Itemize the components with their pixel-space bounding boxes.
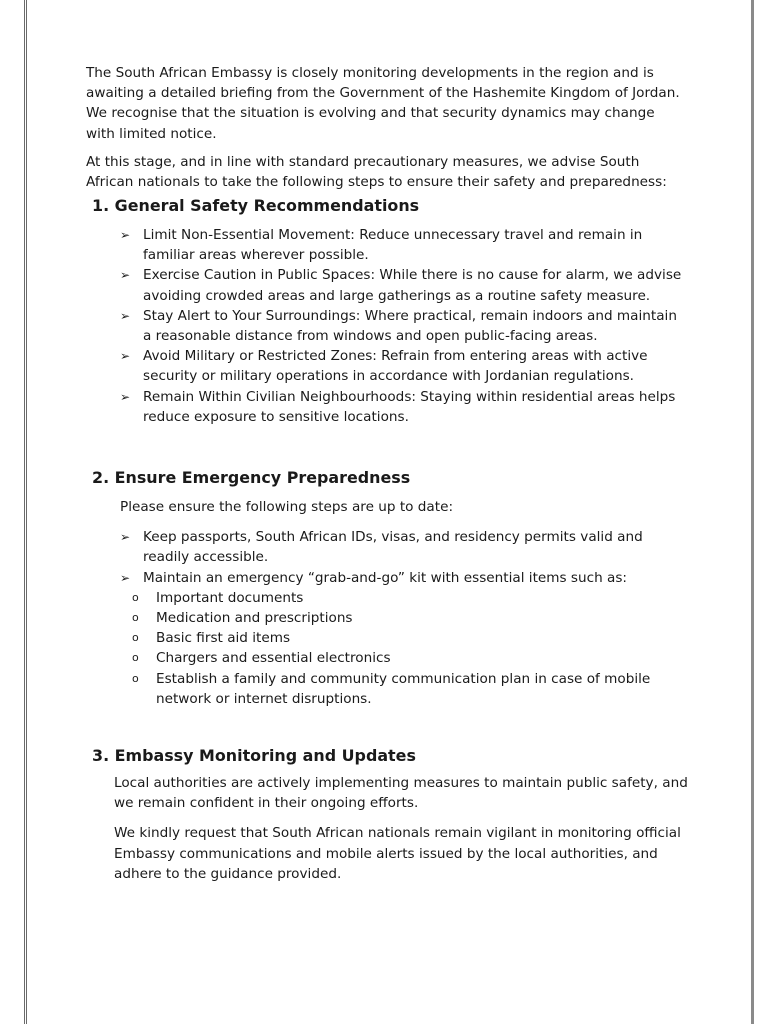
circle-bullet-icon: o: [132, 671, 139, 685]
section-2-heading: 2. Ensure Emergency Preparedness: [92, 468, 411, 487]
list-item: ➢ Exercise Caution in Public Spaces: While there is no cause for alarm, we advise avoiding crowded areas and large gatherings as a routine safety measure.: [120, 267, 682, 304]
list-item: o Medication and prescriptions: [86, 608, 686, 628]
list-item: o Chargers and essential electronics: [86, 648, 686, 668]
arrow-bullet-icon: ➢: [120, 530, 131, 545]
monitoring-paragraph-2: We kindly request that South African nationals remain vigilant in monitoring official Embassy communications and mobile alerts issued by the local authorities, and adhere to the guidance provided.: [114, 825, 681, 882]
monitoring-section: [114, 773, 694, 884]
arrow-bullet-icon: ➢: [120, 308, 131, 323]
arrow-bullet-icon: ➢: [120, 228, 131, 242]
circle-bullet-icon: o: [132, 590, 139, 604]
list-item: ➢ Remain Within Civilian Neighbourhoods: Staying within residential areas helps reduce exposure to sensitive locations.: [120, 388, 676, 425]
arrow-bullet-icon: ➢: [120, 268, 131, 283]
arrow-bullet-icon: ➢: [120, 570, 131, 585]
circle-bullet-icon: o: [132, 631, 139, 645]
intro-paragraph-1: The South African Embassy is closely monitoring developments in the region and is awaiting a detailed briefing from the Government of the Hashemite Kingdom of Jordan. We recognise that the situation is evolving and that security dynamics may change with limited notice.: [86, 65, 680, 142]
preparedness-intro: Please ensure the following steps are up to date:: [120, 499, 454, 515]
list-item: ➢ Keep passports, South African IDs, visas, and residency permits valid and readily accessible.: [120, 529, 643, 566]
kit-items-list: [86, 588, 686, 709]
circle-bullet-icon: o: [132, 611, 139, 625]
page-border-right: [751, 0, 754, 1024]
monitoring-paragraph-1: Local authorities are actively implementing measures to maintain public safety, and we remain confident in their ongoing efforts.: [114, 775, 688, 812]
arrow-bullet-icon: ➢: [120, 389, 131, 404]
page-border-left: [24, 0, 27, 1024]
list-item: ➢ Stay Alert to Your Surroundings: Where practical, remain indoors and maintain a reasonable distance from windows and open public-facing areas.: [120, 307, 677, 345]
arrow-bullet-icon: ➢: [120, 349, 131, 364]
safety-recommendations-list: [86, 225, 686, 427]
list-item: ➢ Avoid Military or Restricted Zones: Refrain from entering areas with active security or military operations in accordance with Jordanian regulations.: [120, 348, 648, 385]
list-item: o Basic first aid items: [86, 628, 686, 648]
section-3-heading: 3. Embassy Monitoring and Updates: [92, 746, 416, 765]
document-page: [86, 63, 688, 882]
preparedness-section: [86, 497, 686, 709]
preparedness-list: [86, 527, 686, 588]
intro-paragraph-2: At this stage, and in line with standard precautionary measures, we advise South African nationals to take the following steps to ensure their safety and preparedness:: [86, 153, 667, 191]
list-item: ➢ Limit Non-Essential Movement: Reduce unnecessary travel and remain in familiar areas wherever possible.: [120, 227, 643, 264]
section-1-heading: 1. General Safety Recommendations: [92, 196, 420, 215]
circle-bullet-icon: o: [132, 651, 139, 665]
list-item: ➢ Maintain an emergency “grab-and-go” kit with essential items such as:: [86, 568, 686, 588]
list-item: o Establish a family and community communication plan in case of mobile network or internet disruptions.: [132, 670, 651, 707]
list-item: o Important documents: [86, 588, 686, 608]
